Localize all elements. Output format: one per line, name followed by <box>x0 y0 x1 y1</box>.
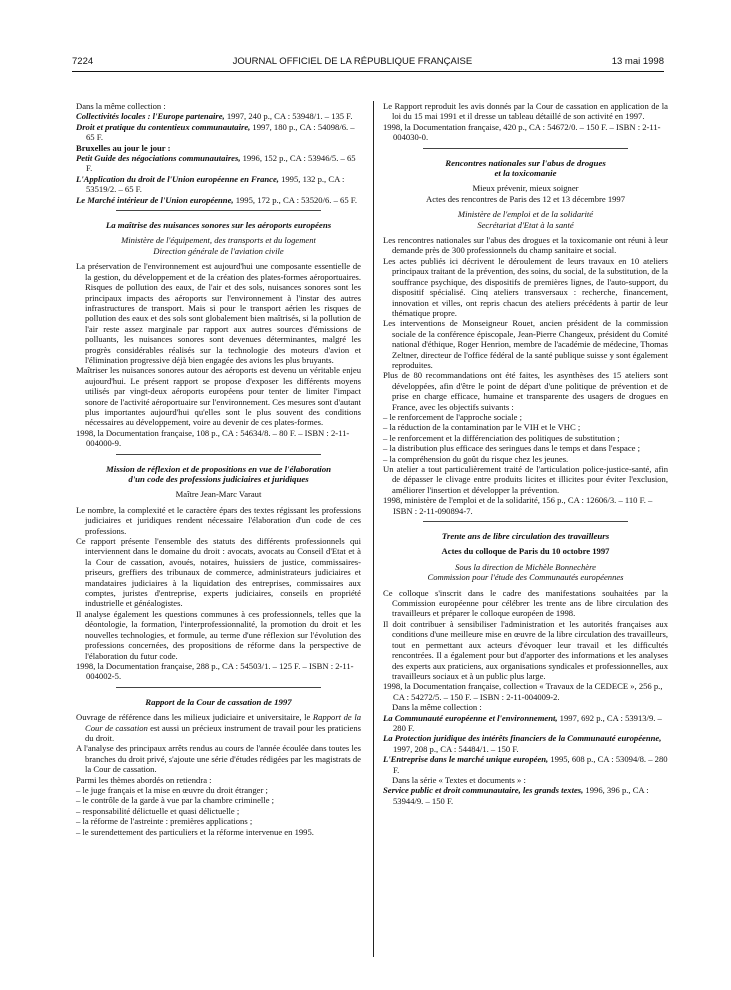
journal-title: JOURNAL OFFICIEL DE LA RÉPUBLIQUE FRANÇAISE <box>232 56 473 67</box>
body-paragraph: Le Rapport reproduit les avis donnés par la Cour de cassation en application de la loi du 15 mai 1991 et il dresse un tableau détaillé de son activité en 1997. <box>383 101 668 122</box>
body-paragraph: Plus de 80 recommandations ont été faites, les asynthèses des 15 ateliers sont développées, afin d'être le point de départ d'une politique de prévention et de prise en charge efficace, humaine et transparente des usagers de drogues en France, avec les objectifs suivants : <box>383 370 668 412</box>
body-paragraph: Ce colloque s'inscrit dans le cadre des manifestations souhaitées par la Commission européenne pour célébrer les trente ans de libre circulation des travailleurs et préparer le colloque européen de 1998. <box>383 587 668 619</box>
item-details: 1997, 180 p., CA : 54098/6. – 65 F. <box>86 121 355 143</box>
item-details: 1995, 132 p., CA : 53519/2. – 65 F. <box>86 173 345 195</box>
collection-item <box>76 111 361 121</box>
issue-date: 13 mai 1998 <box>611 56 664 67</box>
body-paragraph: Le nombre, la complexité et le caractère épars des textes régissant les professions judiciaires et juridiques rendent nécessaire l'élaboration d'un code de ces professions. <box>76 504 361 536</box>
header-rule <box>72 71 664 72</box>
item-details: 1997, 208 p., CA : 54484/1. – 150 F. <box>393 743 519 754</box>
list-item: – le renforcement de l'approche sociale ; <box>383 411 522 422</box>
collection-intro: Dans la même collection : <box>392 702 482 713</box>
collection-item <box>383 733 668 754</box>
section-title: Mission de réflexion et de propositions en vue de l'élaboration <box>105 463 332 474</box>
list-item: – la réduction de la contamination par le VIH et le VHC ; <box>383 422 581 433</box>
page-header <box>72 56 664 67</box>
biblio-reference: 1998, ministère de l'emploi et de la solidarité, 156 p., CA : 12606/3. – 110 F. – ISBN : 2-11-090894-7. <box>383 495 653 516</box>
section-title: et la toxicomanie <box>494 168 557 179</box>
item-details: 1995, 608 p., CA : 53094/8. – 280 F. <box>393 754 668 775</box>
item-title: L'Entreprise dans le marché unique européen, <box>383 754 549 765</box>
biblio-reference: 1998, la Documentation française, 108 p., CA : 54634/8. – 80 F. – ISBN : 2-11-004000-9. <box>76 427 350 449</box>
item-title: Le Marché intérieur de l'Union européenne, <box>76 194 234 205</box>
section-title: d'un code des professions judiciaires et juridiques <box>128 474 309 484</box>
item-details: 1996, 152 p., CA : 53946/5. – 65 F. <box>86 153 356 174</box>
biblio-reference: 1998, la Documentation française, 420 p., CA : 54672/0. – 150 F. – ISBN : 2-11-004030-0. <box>383 121 661 143</box>
item-title: La Protection juridique des intérêts financiers de la Communauté européenne, <box>383 733 662 744</box>
biblio-reference: 1998, la Documentation française, collection « Travaux de la CEDECE », 256 p., CA : 54272/5. – 150 F. – ISBN : 2-11-004009-2. <box>383 681 663 702</box>
item-details: 1995, 172 p., CA : 53520/6. – 65 F. <box>233 194 358 205</box>
body-paragraph: A l'analyse des principaux arrêts rendus au cours de l'année écoulée dans toutes les branches du droit privé, s'ajoute une série d'études rédigées par les magistrats de la Cour de cassation. <box>76 743 361 775</box>
section-title: Trente ans de libre circulation des travailleurs <box>441 531 610 542</box>
list-item: – responsabilité délictuelle et quasi délictuelle ; <box>76 805 240 816</box>
list-item: – la compréhension du goût du risque chez les jeunes. <box>383 453 569 464</box>
section-direction: Sous la direction de Michèle Bonnechère <box>455 561 596 572</box>
body-paragraph: Les interventions de Monseigneur Rouet, ancien président de la commission sociale de la conférence épiscopale, Jean-Pierre Changeux, président du Comité national d'éthique, Roger Henrion, membre de l'académie de médecine, Thomas Zeltner, directeur de l'office fédéral de la santé publique suisse y sont également reproduites. <box>383 318 668 370</box>
list-item: – le surendettement des particuliers et la réforme intervenue en 1995. <box>76 826 314 837</box>
item-title: Petit Guide des négociations communautaires, <box>76 153 241 164</box>
body-paragraph: Ce rapport présente l'ensemble des statuts des différents professionnels qui interviennent dans le domaine du droit : avocats, avocats au Conseil d'Etat et à la Cour de cassation, avoués, notaires, huissiers de justice, commissaires-priseurs, greffiers des tribunaux de commerce, administrateurs judiciaires et mandataires judiciaires à la liquidation des entreprises, commissaires aux comptes, juristes d'entreprise, experts judiciaires, conseils en propriété industrielle et généalogistes. <box>76 536 361 609</box>
text-run: Ouvrage de référence dans les milieux judiciaire et universitaire, le <box>76 712 313 723</box>
section-subtitle: Actes du colloque de Paris du 10 octobre 1997 <box>441 546 610 557</box>
body-paragraph: Un atelier a tout particulièrement traité de l'articulation police-justice-santé, afin de dépasser le clivage entre produits licites et illicites pour éviter l'exclusion, améliorer l'insertion et développer la prévention. <box>383 464 668 495</box>
collection-item <box>76 195 361 205</box>
column-divider <box>373 101 374 957</box>
body-paragraph: Il doit contribuer à sensibiliser l'administration et les autorités françaises aux conditions d'une meilleure mise en œuvre de la libre circulation des travailleurs, tout en permettant aux acteurs d'évoquer leur travail et les difficultés rencontrées. Il a également pour but d'apporter des informations et les analyses des experts aux praticiens, aux organisations syndicales et professionnelles, aux travailleurs sociaux et à un public plus large. <box>383 618 668 681</box>
body-paragraph: Les rencontres nationales sur l'abus des drogues et la toxicomanie ont réuni à leur demande près de 300 professionnels du champ sanitaire et social. <box>383 235 668 256</box>
section-subtitle: Mieux prévenir, mieux soigner <box>472 183 579 194</box>
biblio-reference: 1998, la Documentation française, 288 p., CA : 54503/1. – 125 F. – ISBN : 2-11-004002-5. <box>76 660 354 682</box>
collection-item <box>383 713 668 734</box>
collection-item <box>383 754 668 775</box>
right-column <box>383 101 668 806</box>
list-item: – le contrôle de la garde à vue par la chambre criminelle ; <box>76 795 275 806</box>
body-paragraph: Les actes publiés ici décrivent le déroulement de leurs travaux en 10 ateliers principaux traitant de la prévention, des soins, du social, de la substitution, de la souffrance psychique, des dispositifs de premières lignes, de l'auto-support, du dispositif spécialisé. Cinq ateliers transversaux : recherche, financement, innovation et villes, ont repris chacun des ateliers précédents à partir de leur thématique propre. <box>383 255 668 318</box>
text-run: est aussi un précieux instrument de travail pour les praticiens du droit. <box>85 722 362 743</box>
item-title: Droit et pratique du contentieux communautaire, <box>76 121 251 132</box>
page-number: 7224 <box>72 56 94 67</box>
bruxelles-heading: Bruxelles au jour le jour : <box>76 142 171 153</box>
section-commission: Commission pour l'étude des Communautés européennes <box>427 572 624 583</box>
body-paragraph: Il analyse également les questions communes à ces professionnels, telles que la déontologie, la formation, l'interprofessionnalité, la promotion du droit et les nouvelles technologies, et formule, au terme d'une réflexion sur l'évolution des professions concernées, des propositions de réforme dans la perspective de l'élaboration du futur code. <box>76 608 361 661</box>
list-item: – la distribution plus efficace des seringues dans le temps et dans l'espace ; <box>383 443 640 454</box>
item-details: 1996, 396 p., CA : 53944/9. – 150 F. <box>393 785 649 806</box>
section-title: Rapport de la Cour de cassation de 1997 <box>145 696 292 707</box>
section-title: La maîtrise des nuisances sonores sur les aéroports européens <box>105 220 332 231</box>
item-title: Service public et droit communautaire, les grands textes, <box>383 785 584 796</box>
collection-item <box>383 785 668 806</box>
item-title: La Communauté européenne et l'environnement, <box>383 712 558 723</box>
body-paragraph: La préservation de l'environnement est aujourd'hui une composante essentielle de la gestion, du développement et de la création des plates-formes aéroportuaires. Risques de pollution des eaux, de l'air et des sols, nuisances sonores sont les principaux impacts des aéroports sur l'environnement à l'instar des autres infrastructures de transport. Mais si pour le transport aérien les risques de pollution des eaux et des sols sont globalement bien maîtrisés, si la pollution de l'air reste assez marginale par rapport aux autres sources d'émissions de polluants, les nuisances sonores sont devenues déterminantes, malgré les progrès considérables réalisés sur la technologie des moteurs d'avion et l'élimination progressive déjà bien engagée des avions les plus bruyants. <box>76 261 361 365</box>
section-secretariat: Secrétariat d'Etat à la santé <box>477 219 574 230</box>
italic-title: Rapport de la Cour de cassation <box>85 712 361 733</box>
item-title: L'Application du droit de l'Union européenne en France, <box>76 173 279 184</box>
list-item: – le renforcement et la différenciation des politiques de substitution ; <box>383 432 620 443</box>
collection-intro: Dans la même collection : <box>76 101 166 111</box>
body-paragraph: Parmi les thèmes abordés on retiendra : <box>76 774 212 785</box>
series-intro: Dans la série « Textes et documents » : <box>392 774 526 785</box>
collection-item <box>76 153 361 174</box>
collection-item <box>76 174 361 195</box>
section-title: Rencontres nationales sur l'abus de drogues <box>445 157 606 168</box>
body-paragraph <box>76 712 361 743</box>
item-title: Collectivités locales : l'Europe partenaire, <box>76 111 225 122</box>
left-column <box>76 101 361 837</box>
section-acts: Actes des rencontres de Paris des 12 et 13 décembre 1997 <box>425 193 626 204</box>
list-item: – le juge français et la mise en œuvre du droit étranger ; <box>76 784 268 795</box>
collection-item <box>76 122 361 143</box>
item-details: 1997, 240 p., CA : 53948/1. – 135 F. <box>224 111 353 122</box>
section-ministry: Ministère de l'équipement, des transports et du logement <box>121 235 316 246</box>
body-paragraph: Maîtriser les nuisances sonores autour des aéroports est devenu un véritable enjeu aujourd'hui. Le présent rapport se propose d'exposer les différents moyens utilisés par vingt-deux aéroports européens pour tenter de limiter l'impact sonore de l'activité aéroportuaire sur l'environnement. Ces mesures sont d'autant plus importantes aujourd'hui qu'elles sont le plus souvent des conditions nécessaires au développement, voire au devenir de ces plates-formes. <box>76 365 361 428</box>
section-author: Maître Jean-Marc Varaut <box>175 489 262 500</box>
section-direction: Direction générale de l'aviation civile <box>153 245 284 256</box>
list-item: – la réforme de l'astreinte : premières applications ; <box>76 816 253 827</box>
item-details: 1997, 692 p., CA : 53913/9. – 280 F. <box>393 712 662 733</box>
section-ministry: Ministère de l'emploi et de la solidarité <box>457 209 594 220</box>
